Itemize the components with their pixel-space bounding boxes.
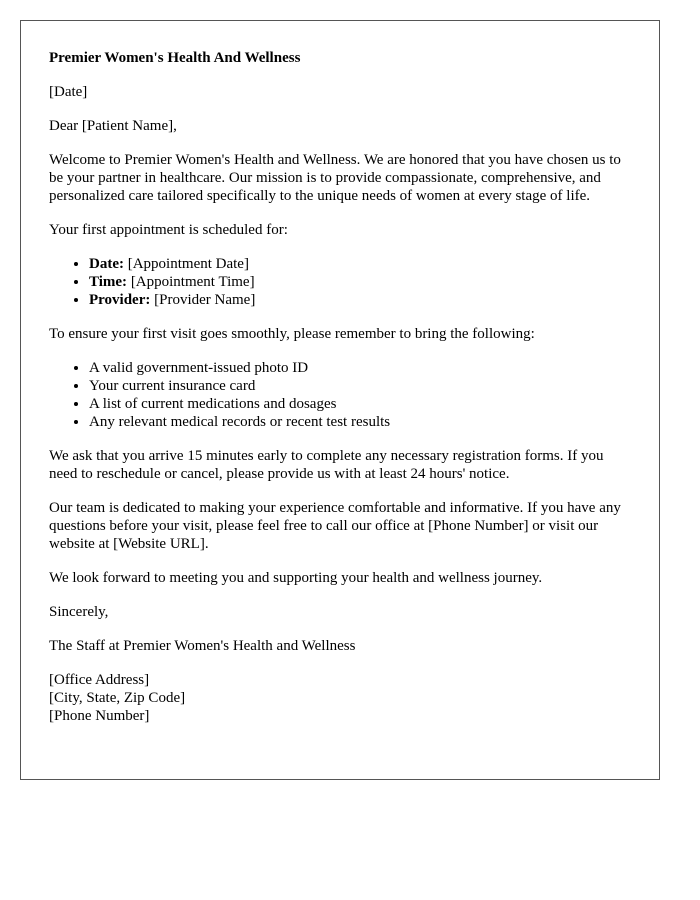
bring-items-list	[49, 359, 631, 431]
signoff: Sincerely,	[49, 604, 109, 620]
salutation: Dear [Patient Name],	[49, 118, 177, 134]
team-paragraph: Our team is dedicated to making your experience comfortable and informative. If you have any questions before your visit, please feel free to call our office at [Phone Number] or visit our website at [Website URL].	[49, 500, 621, 552]
appointment-provider-label: Provider:	[89, 292, 151, 308]
signature: The Staff at Premier Women's Health and Wellness	[49, 638, 356, 654]
appointment-date-value: [Appointment Date]	[127, 256, 249, 272]
bring-intro: To ensure your first visit goes smoothly, please remember to bring the following:	[49, 326, 535, 342]
address-phone-line: [Phone Number]	[49, 708, 150, 724]
appointment-provider-value: [Provider Name]	[154, 292, 256, 308]
bring-item: • A valid government-issued photo ID	[89, 359, 631, 377]
address-line: [Office Address]	[49, 672, 150, 688]
appointment-time-label: Time:	[89, 274, 128, 290]
arrival-paragraph: We ask that you arrive 15 minutes early to complete any necessary registration forms. If you need to reschedule or cancel, please provide us with at least 24 hours' notice.	[49, 448, 604, 482]
appointment-date-item	[89, 255, 631, 273]
bring-item: • Any relevant medical records or recent test results	[89, 413, 631, 431]
appointment-time-value: [Appointment Time]	[130, 274, 255, 290]
intro-paragraph: Welcome to Premier Women's Health and Wellness. We are honored that you have chosen us to be your partner in healthcare. Our mission is to provide compassionate, comprehensive, and personalized care tailored specifically to the unique needs of women at every stage of life.	[49, 152, 621, 204]
appointment-date-label: Date:	[89, 256, 124, 272]
organization-title: Premier Women's Health And Wellness	[49, 50, 301, 66]
letter-document	[20, 20, 660, 780]
office-address-block	[49, 671, 631, 725]
bring-item: • A list of current medications and dosages	[89, 395, 631, 413]
address-city-line: [City, State, Zip Code]	[49, 690, 186, 706]
bring-item: • Your current insurance card	[89, 377, 631, 395]
appointment-intro: Your first appointment is scheduled for:	[49, 222, 288, 238]
appointment-details-list	[49, 255, 631, 309]
appointment-time-item	[89, 273, 631, 291]
letter-date: [Date]	[49, 84, 88, 100]
closing-paragraph: We look forward to meeting you and supporting your health and wellness journey.	[49, 570, 543, 586]
appointment-provider-item	[89, 291, 631, 309]
